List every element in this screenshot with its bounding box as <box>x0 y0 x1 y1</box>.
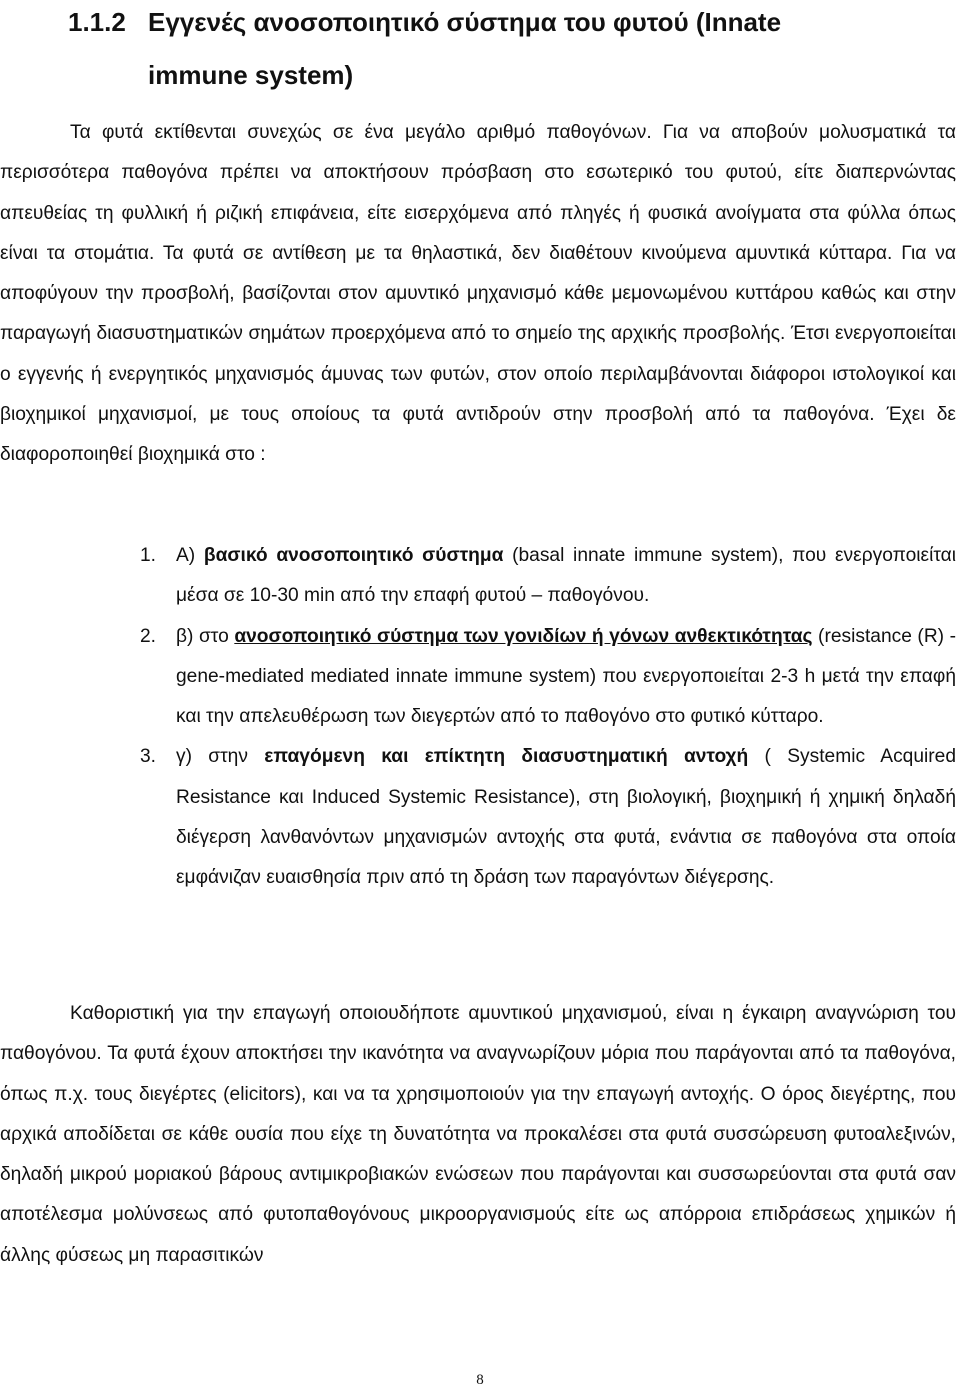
section-title-line2: immune system) <box>148 60 354 90</box>
list-item-prefix: β) στο <box>176 625 235 647</box>
list-item <box>0 617 956 738</box>
list-item-term: επαγόμενη και επίκτητη διασυστηματική αντοχή <box>264 746 749 768</box>
closing-paragraph: Καθοριστική για την επαγωγή οποιουδήποτε αμυντικού μηχανισμού, είναι η έγκαιρη αναγνώριση του παθογόνου. Τα φυτά έχουν αποκτήσει την ικανότητα να αναγνωρίζουν μόρια που παράγονται από τα παθογόνα, όπως π.χ. τους διεγέρτες (elicitors), και να τα χρησιμοποιούν για την επαγωγή αντοχής. Ο όρος διεγέρτης, που αρχικά αποδίδεται σε κάθε ουσία που είχε τη δυνατότητα να προκαλέσει στα φυτά συσσώρευση φυτοαλεξινών, δηλαδή μικρού μοριακού βάρους αντιμικροβιακών ενώσεων που παράγονται και συσσωρεύονται στα φυτά σαν αποτέλεσμα μολύνσεως από φυτοπαθογόνους μικροοργανισμούς είτε ως απόρροια επιδράσεως χημικών ή άλλης φύσεως μη παρασιτικών <box>0 1003 956 1266</box>
list-item-term: βασικό ανοσοποιητικό σύστημα <box>203 545 504 566</box>
list-item-description: ( Systemic Acquired Resistance και Induced Systemic Resistance), στη βιολογική, βιοχημική ή χημική δηλαδή διέγερση λανθανόντων μηχανισμών αντοχής στα φυτά, ενάντια σε παθογόνα στα οποία εμφάνιζαν ευαισθησία πριν από τη δράση των παραγόντων διέγερσης. <box>176 746 956 889</box>
list-item-prefix: γ) στην <box>176 746 265 768</box>
section-heading <box>68 0 948 102</box>
section-title-line1: Εγγενές ανοσοποιητικό σύστημα του φυτού (Innate <box>148 7 782 37</box>
section-number: 1.1.2 <box>68 7 126 37</box>
list-item-marker: 3. <box>140 746 157 768</box>
list-item-description: (resistance (R) - gene-mediated mediated innate immune system) που ενεργοποιείται 2-3 h μετά την επαφή και την απελευθέρωση των διεγερτών από το παθογόνο στο φυτικό κύτταρο. <box>176 625 956 728</box>
immune-system-list <box>0 536 956 899</box>
page-number: 8 <box>476 1372 484 1388</box>
list-item <box>0 737 956 898</box>
list-item-term: ανοσοποιητικό σύστημα των γονιδίων ή γόνων ανθεκτικότητας <box>234 625 813 647</box>
list-item-description: (basal innate immune system), που ενεργοποιείται μέσα σε 10-30 min από την επαφή φυτού – παθογόνου. <box>176 545 956 607</box>
list-item-marker: 1. <box>140 545 157 566</box>
intro-paragraph: Τα φυτά εκτίθενται συνεχώς σε ένα μεγάλο αριθμό παθογόνων. Για να αποβούν μολυσματικά τα περισσότερα παθογόνα πρέπει να αποκτήσουν πρόσβαση στο εσωτερικό του φυτού, είτε διαπερνώντας απευθείας τη φυλλική ή ριζική επιφάνεια, είτε εισερχόμενα από πληγές ή φυσικά ανοίγματα στα φύλλα όπως είναι τα στομάτια. Τα φυτά σε αντίθεση με τα θηλαστικά, δεν διαθέτουν κινούμενα αμυντικά κύτταρα. Για να αποφύγουν την προσβολή, βασίζονται στον αμυντικό μηχανισμό κάθε μεμονωμένου κυττάρου καθώς και στην παραγωγή διασυστηματικών σημάτων προερχόμενα από το σημείο της αρχικής προσβολής. Έτσι ενεργοποιείται ο εγγενής ή ενεργητικός μηχανισμός άμυνας των φυτών, στον οποίο περιλαμβάνονται διάφοροι ιστολογικοί και βιοχημικοί μηχανισμοί, με τους οποίους τα φυτά αντιδρούν στην προσβολή από τα παθογόνα. Έχει δε διαφοροποιηθεί βιοχημικά στο : <box>0 122 956 466</box>
list-item-marker: 2. <box>140 625 157 647</box>
list-item-prefix: Α) <box>176 545 204 566</box>
list-item <box>0 536 956 617</box>
